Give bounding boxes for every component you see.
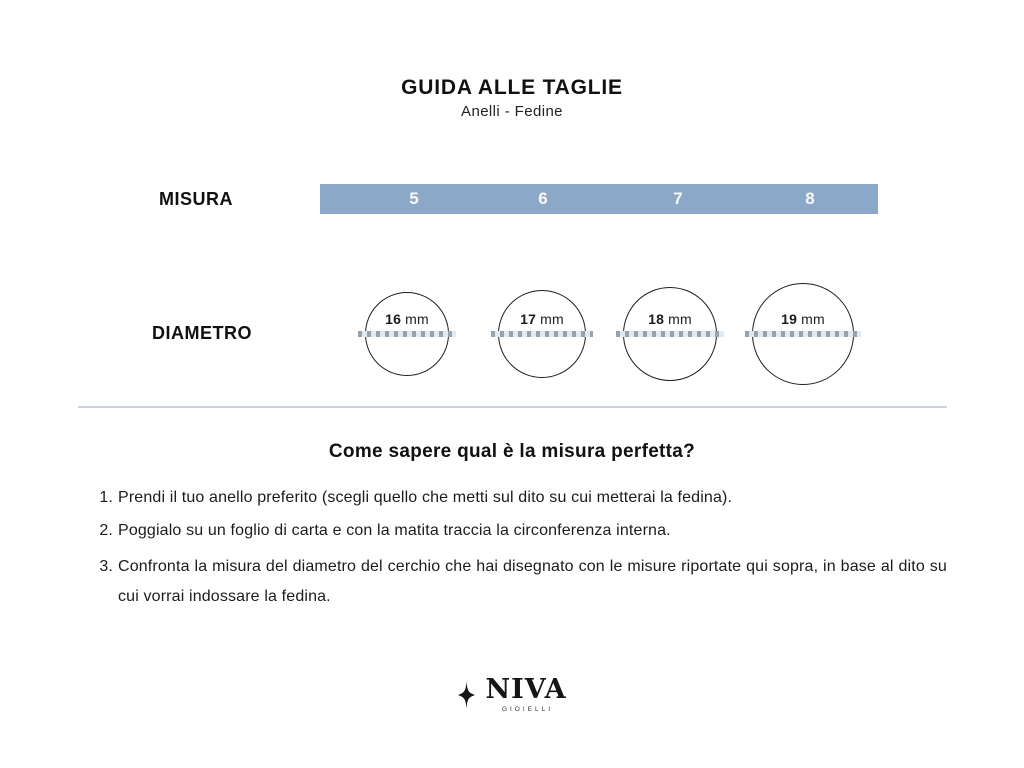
step-text: Poggialo su un foglio di carta e con la matita traccia la circonferenza interna. [118,522,671,539]
section-divider [78,406,947,408]
size-value: 7 [673,189,683,208]
page-title: GUIDA ALLE TAGLIE [401,76,623,99]
size-value: 8 [805,189,815,208]
brand-name: NIVA [485,674,567,705]
diameter-value: 19 mm [781,311,825,327]
list-item [90,552,947,612]
step-number: 3. [99,558,113,575]
diameter-dashed-line [745,331,861,337]
brand-logo [0,676,1024,713]
diameter-value: 18 mm [648,311,692,327]
brand-tagline: GIOIELLI [501,706,554,713]
size-bar [320,184,878,214]
page-subtitle: Anelli - Fedine [461,103,563,120]
size-value: 5 [409,189,419,208]
step-text: Confronta la misura del diametro del cerchio che hai disegnato con le misure riportate qui sopra, in base al dito su cui vorrai indossare la fedina. [118,558,947,605]
diameter-dashed-line [358,331,456,337]
diameter-value: 17 mm [520,311,564,327]
step-number: 2. [99,522,113,539]
list-item [90,487,947,508]
step-number: 1. [99,489,113,506]
diameter-dashed-line [491,331,593,337]
list-item [90,520,947,541]
diameter-dashed-line [616,331,724,337]
size-value: 6 [538,189,548,208]
guide-heading: Come sapere qual è la misura perfetta? [328,441,696,462]
sparkle-icon [457,677,476,713]
size-row-label: MISURA [159,189,233,209]
step-text: Prendi il tuo anello preferito (scegli quello che metti sul dito su cui metterai la fedina). [118,489,733,506]
diameter-row-label: DIAMETRO [152,323,252,343]
brand-text-block [485,676,566,713]
diameter-value: 16 mm [385,311,429,327]
